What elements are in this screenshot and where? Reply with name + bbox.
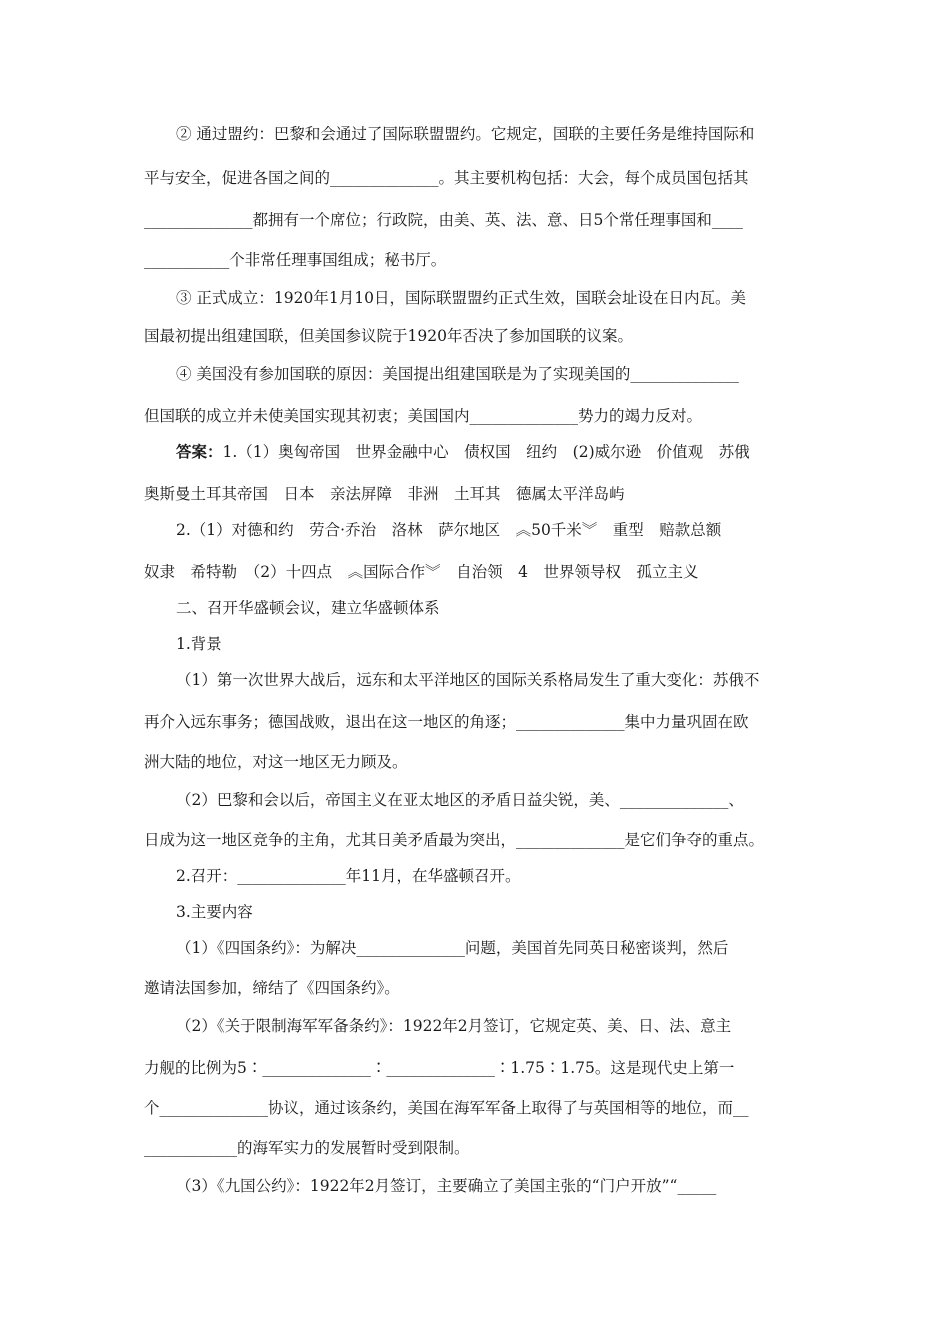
paragraph-line: ④ 美国没有参加国联的原因：美国提出组建国联是为了实现美国的______________ [176,365,739,383]
paragraph-line: 2.召开：______________年11月，在华盛顿召开。 [176,867,521,885]
answer-line [176,442,824,462]
paragraph-line: ______________都拥有一个席位；行政院，由美、英、法、意、日5个常任理事国和____ [144,211,743,229]
paragraph-line: 邀请法国参加，缔结了《四国条约》。 [144,979,400,997]
paragraph-line: ___________个非常任理事国组成；秘书厅。 [144,251,447,269]
paragraph-line: 奥斯曼土耳其帝国 日本 亲法屏障 非洲 土耳其 德属太平洋岛屿 [144,485,625,503]
paragraph-line: 再介入远东事务；德国战败，退出在这一地区的角逐；______________集中力量巩固在欧 [144,713,749,731]
paragraph-line: 个______________协议，通过该条约，美国在海军军备上取得了与英国相等的地位，而__ [144,1099,749,1117]
paragraph-line: 但国联的成立并未使美国实现其初衷；美国国内______________势力的竭力反对。 [144,407,703,425]
answer-label: 答案： [176,442,223,461]
paragraph-line: ③ 正式成立：1920年1月10日，国际联盟盟约正式生效，国联会址设在日内瓦。美 [176,289,746,307]
paragraph-line: 力舰的比例为5∶______________∶______________∶1.75∶1.75。这是现代史上第一 [144,1059,735,1077]
paragraph-line: 平与安全，促进各国之间的______________。其主要机构包括：大会，每个成员国包括其 [144,169,749,187]
section-heading: 二、召开华盛顿会议，建立华盛顿体系 [176,599,440,617]
paragraph-line: 国最初提出组建国联，但美国参议院于1920年否决了参加国联的议案。 [144,327,633,345]
paragraph-line: ____________的海军实力的发展暂时受到限制。 [144,1139,470,1157]
paragraph-line: （1）第一次世界大战后，远东和太平洋地区的国际关系格局发生了重大变化：苏俄不 [176,671,760,689]
subheading: 3.主要内容 [176,903,253,921]
subheading: 1.背景 [176,635,222,653]
paragraph-line: 奴隶 希特勒 （2）十四点 ︽国际合作︾ 自治领 4 世界领导权 孤立主义 [144,563,699,581]
paragraph-line: ② 通过盟约：巴黎和会通过了国际联盟盟约。它规定，国联的主要任务是维持国际和 [176,125,755,143]
paragraph-line: 洲大陆的地位，对这一地区无力顾及。 [144,753,408,771]
paragraph-line: （2）巴黎和会以后，帝国主义在亚太地区的矛盾日益尖锐，美、______________、 [176,791,744,809]
paragraph-line: 日成为这一地区竞争的主角，尤其日美矛盾最为突出，______________是它们争夺的重点。 [144,831,765,849]
paragraph-line: （2）《关于限制海军军备条约》：1922年2月签订，它规定英、美、日、法、意主 [176,1017,732,1035]
paragraph-line: （1）《四国条约》：为解决______________问题，美国首先同英日秘密谈判，然后 [176,939,729,957]
paragraph-line: （3）《九国公约》：1922年2月签订，主要确立了美国主张的“门户开放”“_____ [176,1177,717,1195]
paragraph-line: 2.（1）对德和约 劳合·乔治 洛林 萨尔地区 ︽50千米︾ 重型 赔款总额 [176,521,722,539]
answer-text: 1.（1）奥匈帝国 世界金融中心 债权国 纽约 (2)威尔逊 价值观 苏俄 [222,443,750,461]
